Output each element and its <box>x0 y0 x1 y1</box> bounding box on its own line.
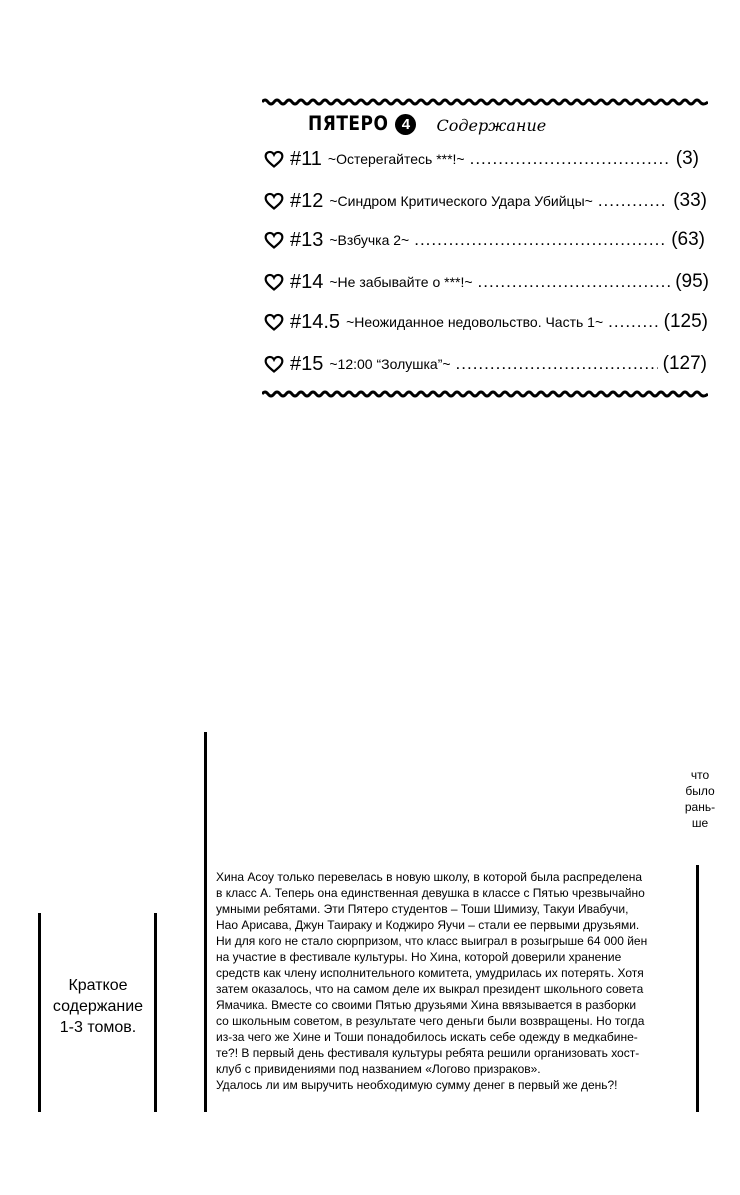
summary-line: Удалось ли им выручить необходимую сумму денег в первый же день?! <box>216 1078 618 1092</box>
chapter-page: (125) <box>663 311 708 332</box>
summary-line: со школьным советом, в результате чего деньги были возвращены. Но тогда <box>216 1014 645 1028</box>
heart-icon <box>264 272 284 292</box>
label-box-right-border <box>154 913 157 1112</box>
recap-divider-line <box>204 732 207 1112</box>
heart-icon <box>264 230 284 250</box>
toc-header <box>308 109 546 139</box>
heart-icon <box>264 312 284 332</box>
summary-line: умными ребятами. Эти Пятеро студентов – Тоши Шимизу, Такуи Ивабучи, <box>216 902 629 916</box>
chapter-number: #11 <box>290 147 322 170</box>
chapter-page: (95) <box>675 271 709 292</box>
summary-line: на участие в фестивале культуры. Но Хина, которой доверили хранение <box>216 950 622 964</box>
summary-line: в класс А. Теперь она единственная девушка в классе с Пятью чрезвычайно <box>216 886 645 900</box>
chapter-title: ~Остерегайтесь ***!~ <box>327 151 465 167</box>
chapter-number: #13 <box>290 228 324 251</box>
previously-note <box>676 767 724 831</box>
series-title: ПЯТЕРО <box>308 112 389 136</box>
summary-line: средств как члену исполнительного комитета, умудрилась их потерять. Хотя <box>216 966 644 980</box>
summary-label <box>42 975 154 1038</box>
chapter-number: #12 <box>290 189 324 212</box>
summary-label-line: 1-3 томов. <box>59 1019 137 1036</box>
summary-line: те?! В первый день фестиваля культуры ребята решили организовать хост- <box>216 1046 640 1060</box>
chapter-number: #14.5 <box>290 310 341 333</box>
dot-leader <box>608 312 658 332</box>
previously-note-line: рань- <box>684 800 716 814</box>
toc-entry <box>264 223 705 257</box>
toc-entry <box>264 184 707 218</box>
dot-leader <box>414 230 666 250</box>
chapter-page: (3) <box>675 148 699 169</box>
summary-label-line: Краткое <box>68 977 128 994</box>
summary-line: Нао Арисава, Джун Таираку и Коджиро Яучи – стали ее первыми друзьями. <box>216 918 640 932</box>
previously-note-line: ше <box>691 816 709 830</box>
chapter-title: ~Неожиданное недовольство. Часть 1~ <box>346 314 604 330</box>
previously-note-line: что <box>690 768 710 782</box>
summary-line: Ямачика. Вместе со своими Пятью друзьями Хина ввязывается в разборки <box>216 998 637 1012</box>
toc-bottom-rule <box>262 390 708 398</box>
chapter-title: ~Не забывайте о ***!~ <box>329 274 473 290</box>
chapter-page: (127) <box>662 353 707 374</box>
toc-heading: Содержание <box>436 115 547 135</box>
heart-icon <box>264 354 284 374</box>
summary-line: Хина Асоу только перевелась в новую школу, в которой была распределена <box>216 870 643 884</box>
label-box-left-border <box>38 913 41 1112</box>
toc-entry <box>264 347 707 381</box>
recap-right-border <box>696 865 699 1112</box>
summary-line: клуб с привидениями под названием «Логово призраков». <box>216 1062 541 1076</box>
volume-number-badge: 4 <box>395 114 416 135</box>
chapter-number: #14 <box>290 270 324 293</box>
chapter-page: (63) <box>671 229 705 250</box>
chapter-title: ~Синдром Критического Удара Убийцы~ <box>329 193 593 209</box>
chapter-number: #15 <box>290 352 324 375</box>
heart-icon <box>264 191 284 211</box>
summary-line: Ни для кого не стало сюрпризом, что класс выиграл в розыгрыше 64 000 йен <box>216 934 648 948</box>
dot-leader <box>478 272 671 292</box>
toc-entry <box>264 265 709 299</box>
heart-icon <box>264 149 284 169</box>
toc-entry <box>264 142 699 176</box>
chapter-title: ~Взбучка 2~ <box>329 232 410 248</box>
summary-paragraph <box>216 869 694 1093</box>
dot-leader <box>598 191 668 211</box>
dot-leader <box>456 354 658 374</box>
summary-label-line: содержание <box>52 998 144 1015</box>
chapter-title: ~12:00 “Золушка”~ <box>329 356 451 372</box>
summary-line: из-за чего же Хине и Тоши понадобилось искать себе одежду в медкабине- <box>216 1030 638 1044</box>
summary-line: затем оказалось, что на самом деле их выкрал президент школьного совета <box>216 982 644 996</box>
dot-leader <box>470 149 671 169</box>
toc-entry <box>264 305 708 339</box>
toc-top-rule <box>262 98 708 106</box>
chapter-page: (33) <box>673 190 707 211</box>
previously-note-line: было <box>685 784 715 798</box>
